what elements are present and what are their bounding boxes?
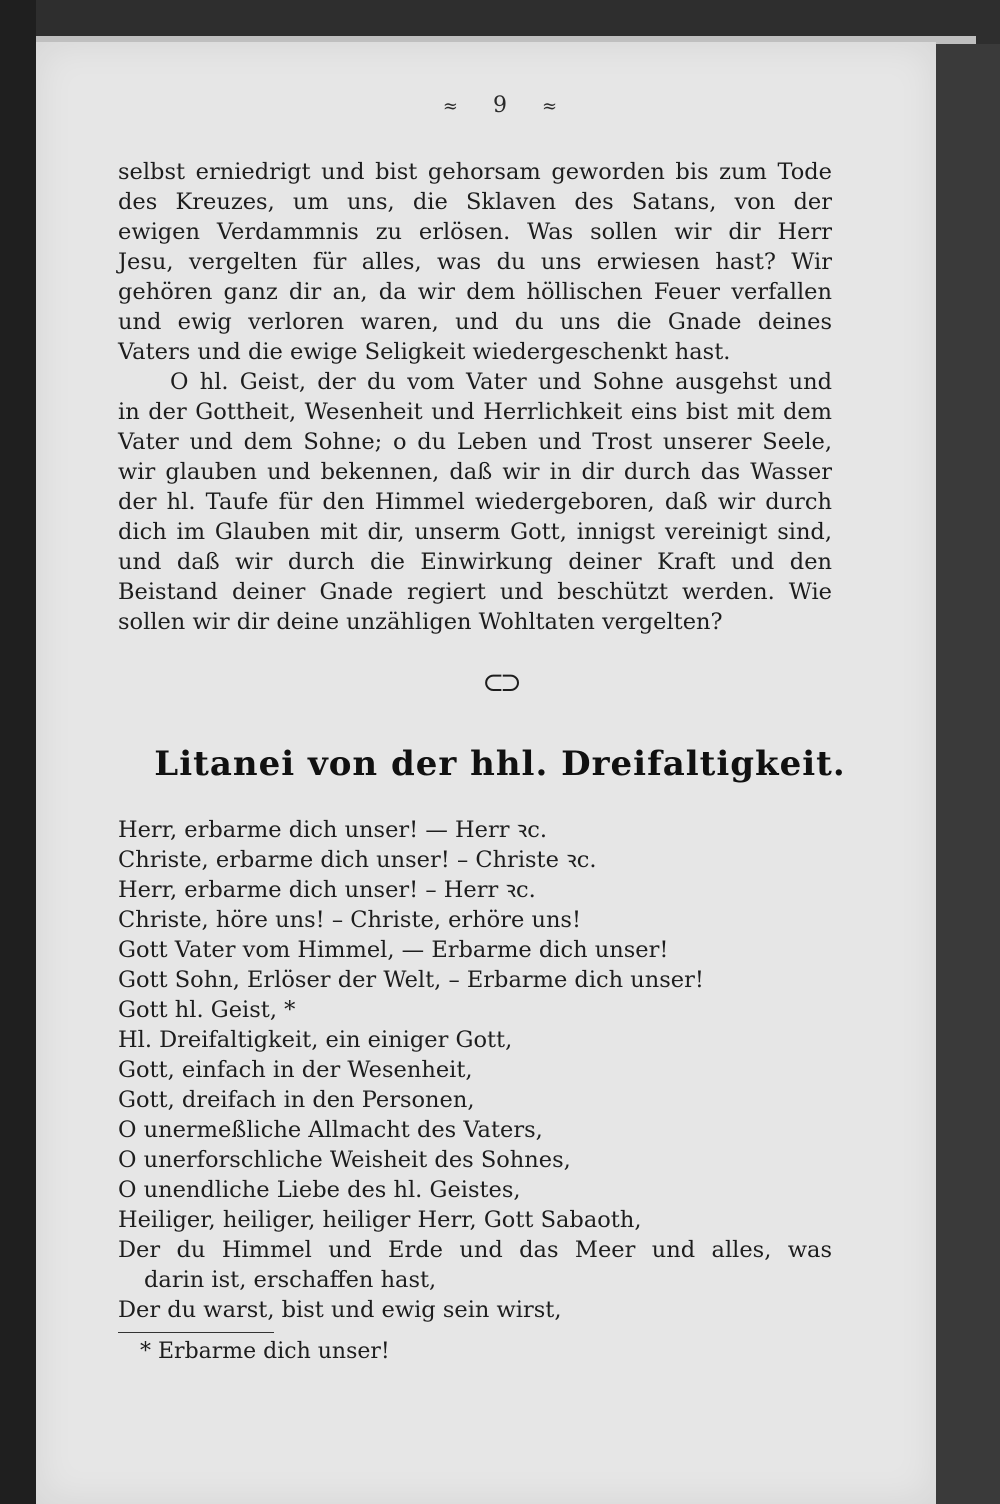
text-line: selbst erniedrigt und bist gehorsam geworden bis zum Tode xyxy=(118,159,832,185)
text-line: und ewig verloren waren, und du uns die Gnade deines xyxy=(118,309,832,335)
litany-line: O unerforschliche Weisheit des Sohnes, xyxy=(118,1147,571,1173)
litany-line: Herr, erbarme dich unser! — Herr ꝛc. xyxy=(118,817,548,843)
text-line: in der Gottheit, Wesenheit und Herrlichkeit eins bist mit dem xyxy=(118,399,832,425)
text-line: ewigen Verdammnis zu erlösen. Was sollen wir dir Herr xyxy=(118,219,832,245)
litany-line: Gott hl. Geist, * xyxy=(118,997,296,1023)
litany-line: Christe, erbarme dich unser! – Christe ꝛc. xyxy=(118,847,597,873)
litany-line: O unendliche Liebe des hl. Geistes, xyxy=(118,1177,521,1203)
ornament-right-icon: ≈ xyxy=(542,96,558,117)
text-line: des Kreuzes, um uns, die Sklaven des Satans, von der xyxy=(118,189,832,215)
litany-line: Gott Vater vom Himmel, — Erbarme dich unser! xyxy=(118,937,669,963)
text-line: Vaters und die ewige Seligkeit wiedergeschenkt hast. xyxy=(118,339,731,365)
text-line: gehören ganz dir an, da wir dem höllischen Feuer verfallen xyxy=(118,279,832,305)
chain-ornament-icon: ⊂⊃ xyxy=(482,668,518,698)
text-line: dich im Glauben mit dir, unserm Gott, innigst vereinigt sind, xyxy=(118,519,832,545)
litany-line: Gott, einfach in der Wesenheit, xyxy=(118,1057,473,1083)
litany-line: Der du Himmel und Erde und das Meer und alles, was xyxy=(118,1237,832,1263)
litany-line-continued: darin ist, erschaffen hast, xyxy=(144,1267,437,1293)
litany-line: Herr, erbarme dich unser! – Herr ꝛc. xyxy=(118,877,536,903)
litany-line: Der du warst, bist und ewig sein wirst, xyxy=(118,1297,562,1323)
footnote: * Erbarme dich unser! xyxy=(140,1339,390,1364)
text-line: wir glauben und bekennen, daß wir in dir durch das Wasser xyxy=(118,459,832,485)
ornament-left-icon: ≈ xyxy=(442,96,458,117)
footnote-rule xyxy=(118,1332,274,1333)
litany-line: O unermeßliche Allmacht des Vaters, xyxy=(118,1117,543,1143)
text-line: der hl. Taufe für den Himmel wiedergeboren, daß wir durch xyxy=(118,489,832,515)
litany-line: Gott Sohn, Erlöser der Welt, – Erbarme dich unser! xyxy=(118,967,704,993)
text-line: Beistand deiner Gnade regiert und beschützt werden. Wie xyxy=(118,579,832,605)
page-header xyxy=(0,93,1000,118)
litany-line: Gott, dreifach in den Personen, xyxy=(118,1087,475,1113)
section-title: Litanei von der hhl. Dreifaltigkeit. xyxy=(154,744,846,784)
litany-line: Hl. Dreifaltigkeit, ein einiger Gott, xyxy=(118,1027,513,1053)
litany-line: Christe, höre uns! – Christe, erhöre uns! xyxy=(118,907,582,933)
text-line: Vater und dem Sohne; o du Leben und Trost unserer Seele, xyxy=(118,429,832,455)
litany-line: Heiliger, heiliger, heiliger Herr, Gott Sabaoth, xyxy=(118,1207,642,1233)
text-line: Jesu, vergelten für alles, was du uns erwiesen hast? Wir xyxy=(118,249,832,275)
paragraph-2 xyxy=(118,367,832,637)
text-line: und daß wir durch die Einwirkung deiner Kraft und den xyxy=(118,549,832,575)
page-number: 9 xyxy=(493,93,507,118)
text-line: sollen wir dir deine unzähligen Wohltaten vergelten? xyxy=(118,609,723,635)
paragraph-1 xyxy=(118,157,832,367)
litany-list xyxy=(118,815,832,1325)
text-line: O hl. Geist, der du vom Vater und Sohne ausgehst und xyxy=(170,369,832,395)
